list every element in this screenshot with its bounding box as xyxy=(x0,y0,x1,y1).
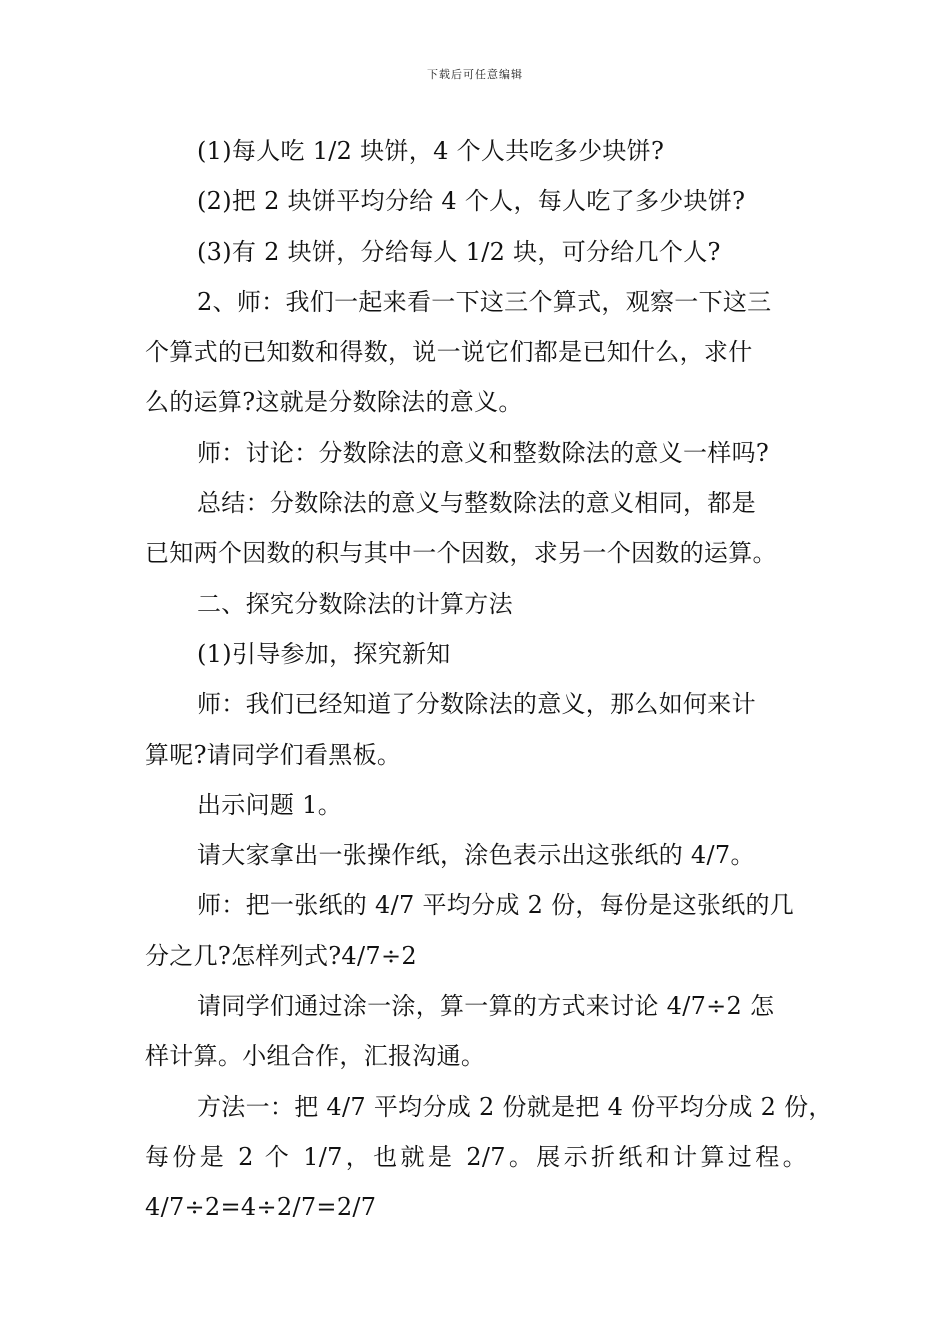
paragraph-line: 师：把一张纸的 4/7 平均分成 2 份，每份是这张纸的几 xyxy=(197,891,795,920)
formula-line: 4/7÷2=4÷2/7=2/7 xyxy=(145,1193,377,1222)
paragraph-line: 请同学们通过涂一涂，算一算的方式来讨论 4/7÷2 怎 xyxy=(197,992,775,1021)
document-body xyxy=(145,126,833,1233)
paragraph-line: 总结：分数除法的意义与整数除法的意义相同，都是 xyxy=(197,489,756,518)
paragraph-line: (2)把 2 块饼平均分给 4 个人，每人吃了多少块饼? xyxy=(197,187,746,216)
paragraph-line: (1)每人吃 1/2 块饼，4 个人共吃多少块饼? xyxy=(197,137,665,165)
paragraph-line: 每份是 2 个 1/7，也就是 2/7。展示折纸和计算过程。 xyxy=(145,1142,807,1171)
paragraph-line: 样计算。小组合作，汇报沟通。 xyxy=(145,1042,486,1071)
paragraph-line: 师：我们已经知道了分数除法的意义，那么如何来计 xyxy=(197,690,756,719)
paragraph-line: 方法一：把 4/7 平均分成 2 份就是把 4 份平均分成 2 份， xyxy=(197,1092,833,1121)
paragraph-line: 2、师：我们一起来看一下这三个算式，观察一下这三 xyxy=(197,287,772,316)
paragraph-line: (3)有 2 块饼，分给每人 1/2 块，可分给几个人? xyxy=(197,237,721,266)
paragraph-line: 已知两个因数的积与其中一个因数，求另一个因数的运算。 xyxy=(145,539,777,568)
paragraph-line: 个算式的已知数和得数，说一说它们都是已知什么，求什 xyxy=(145,338,753,367)
subsection-heading: (1)引导参加，探究新知 xyxy=(197,639,451,668)
paragraph-line: 请大家拿出一张操作纸，涂色表示出这张纸的 4/7。 xyxy=(197,841,755,870)
section-heading: 二、探究分数除法的计算方法 xyxy=(197,589,513,618)
paragraph-line: 算呢?请同学们看黑板。 xyxy=(145,740,402,769)
page-header: 下载后可任意编辑 xyxy=(427,68,523,81)
paragraph-line: 师：讨论：分数除法的意义和整数除法的意义一样吗? xyxy=(197,438,770,467)
paragraph-line: 分之几?怎样列式?4/7÷2 xyxy=(145,941,417,970)
paragraph-line: 出示问题 1。 xyxy=(197,790,342,819)
paragraph-line: 么的运算?这就是分数除法的意义。 xyxy=(145,388,523,417)
